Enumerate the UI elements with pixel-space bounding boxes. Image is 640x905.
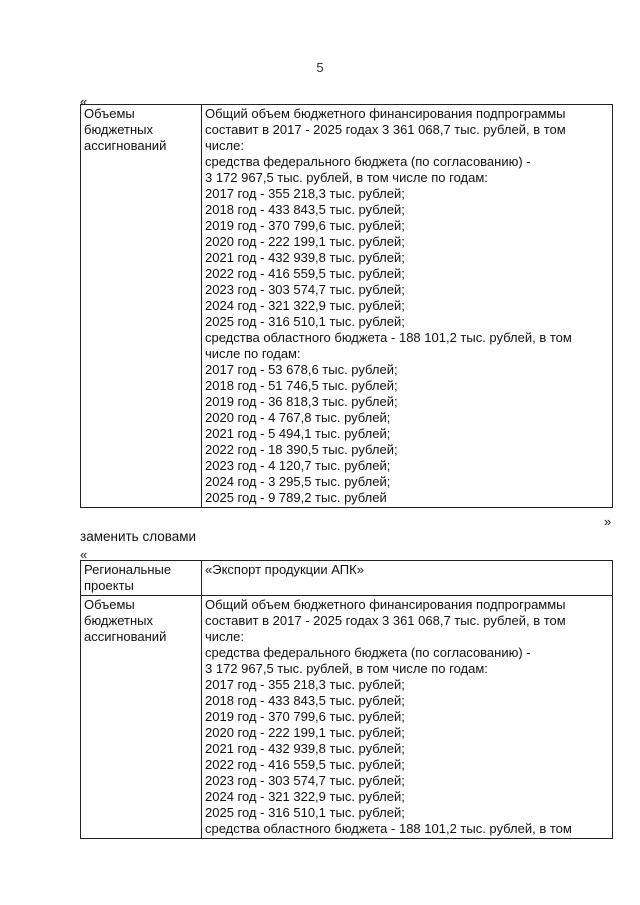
budget-line: 2018 год - 51 746,5 тыс. рублей; (205, 378, 398, 393)
budget-line: средства областного бюджета - 188 101,2 тыс. рублей, в том (205, 821, 572, 836)
budget-line: средства федерального бюджета (по согласованию) - (205, 154, 531, 169)
budget-line: 2022 год - 416 559,5 тыс. рублей; (205, 757, 405, 772)
regional-value-cell (202, 561, 613, 596)
budget-line: Общий объем бюджетного финансирования подпрограммы (205, 106, 566, 121)
budget-value-cell (202, 105, 613, 508)
budget-value-cell (202, 596, 613, 839)
open-quote-mark: « (80, 547, 88, 562)
budget-line: 2024 год - 321 322,9 тыс. рублей; (205, 298, 405, 313)
budget-line: 2017 год - 355 218,3 тыс. рублей; (205, 186, 405, 201)
budget-label-cell (81, 596, 202, 839)
budget-line: числе: (205, 138, 244, 153)
regional-label-cell (81, 561, 202, 596)
budget-line: 2025 год - 316 510,1 тыс. рублей; (205, 314, 405, 329)
label-line: ассигнований (84, 629, 167, 644)
budget-line: 2022 год - 18 390,5 тыс. рублей; (205, 442, 398, 457)
budget-line: составит в 2017 - 2025 годах 3 361 068,7 тыс. рублей, в том (205, 122, 566, 137)
budget-line: 2017 год - 53 678,6 тыс. рублей; (205, 362, 398, 377)
budget-line: 2019 год - 370 799,6 тыс. рублей; (205, 709, 405, 724)
budget-line: 2023 год - 303 574,7 тыс. рублей; (205, 773, 405, 788)
close-quote-mark: » (604, 514, 612, 529)
budget-line: 2025 год - 316 510,1 тыс. рублей; (205, 805, 405, 820)
regional-project-name: «Экспорт продукции АПК» (205, 562, 364, 577)
budget-line: числе по годам: (205, 346, 301, 361)
budget-line: 2023 год - 4 120,7 тыс. рублей; (205, 458, 391, 473)
budget-line: 2024 год - 321 322,9 тыс. рублей; (205, 789, 405, 804)
budget-line: 2018 год - 433 843,5 тыс. рублей; (205, 202, 405, 217)
budget-line: составит в 2017 - 2025 годах 3 361 068,7 тыс. рублей, в том (205, 613, 566, 628)
new-text-table (80, 560, 613, 839)
budget-line: средства областного бюджета - 188 101,2 тыс. рублей, в том (205, 330, 572, 345)
budget-line: 2024 год - 3 295,5 тыс. рублей; (205, 474, 391, 489)
label-line: Объемы (84, 597, 135, 612)
budget-line: 2022 год - 416 559,5 тыс. рублей; (205, 266, 405, 281)
budget-row (81, 105, 613, 508)
label-line: ассигнований (84, 138, 167, 153)
budget-line: 3 172 967,5 тыс. рублей, в том числе по годам: (205, 170, 488, 185)
page-number: 5 (316, 60, 324, 75)
label-line: Региональные (84, 562, 172, 577)
label-line: бюджетных (84, 122, 153, 137)
budget-line: Общий объем бюджетного финансирования подпрограммы (205, 597, 566, 612)
replace-phrase: заменить словами (80, 529, 197, 544)
budget-line: 3 172 967,5 тыс. рублей, в том числе по годам: (205, 661, 488, 676)
label-line: Объемы (84, 106, 135, 121)
open-quote-mark: « (80, 94, 88, 109)
label-line: бюджетных (84, 613, 153, 628)
budget-line: 2017 год - 355 218,3 тыс. рублей; (205, 677, 405, 692)
budget-line: 2023 год - 303 574,7 тыс. рублей; (205, 282, 405, 297)
label-line: проекты (84, 578, 134, 593)
budget-label-cell (81, 105, 202, 508)
budget-line: 2021 год - 432 939,8 тыс. рублей; (205, 250, 405, 265)
budget-line: числе: (205, 629, 244, 644)
old-text-table (80, 104, 613, 508)
budget-line: 2021 год - 5 494,1 тыс. рублей; (205, 426, 391, 441)
budget-line: 2021 год - 432 939,8 тыс. рублей; (205, 741, 405, 756)
budget-line: 2020 год - 222 199,1 тыс. рублей; (205, 725, 405, 740)
budget-line: 2020 год - 222 199,1 тыс. рублей; (205, 234, 405, 249)
budget-line: 2019 год - 370 799,6 тыс. рублей; (205, 218, 405, 233)
budget-line: 2020 год - 4 767,8 тыс. рублей; (205, 410, 391, 425)
budget-line: 2018 год - 433 843,5 тыс. рублей; (205, 693, 405, 708)
budget-line: средства федерального бюджета (по согласованию) - (205, 645, 531, 660)
budget-row (81, 596, 613, 839)
budget-line: 2025 год - 9 789,2 тыс. рублей (205, 490, 387, 505)
regional-projects-row (81, 561, 613, 596)
budget-line: 2019 год - 36 818,3 тыс. рублей; (205, 394, 398, 409)
